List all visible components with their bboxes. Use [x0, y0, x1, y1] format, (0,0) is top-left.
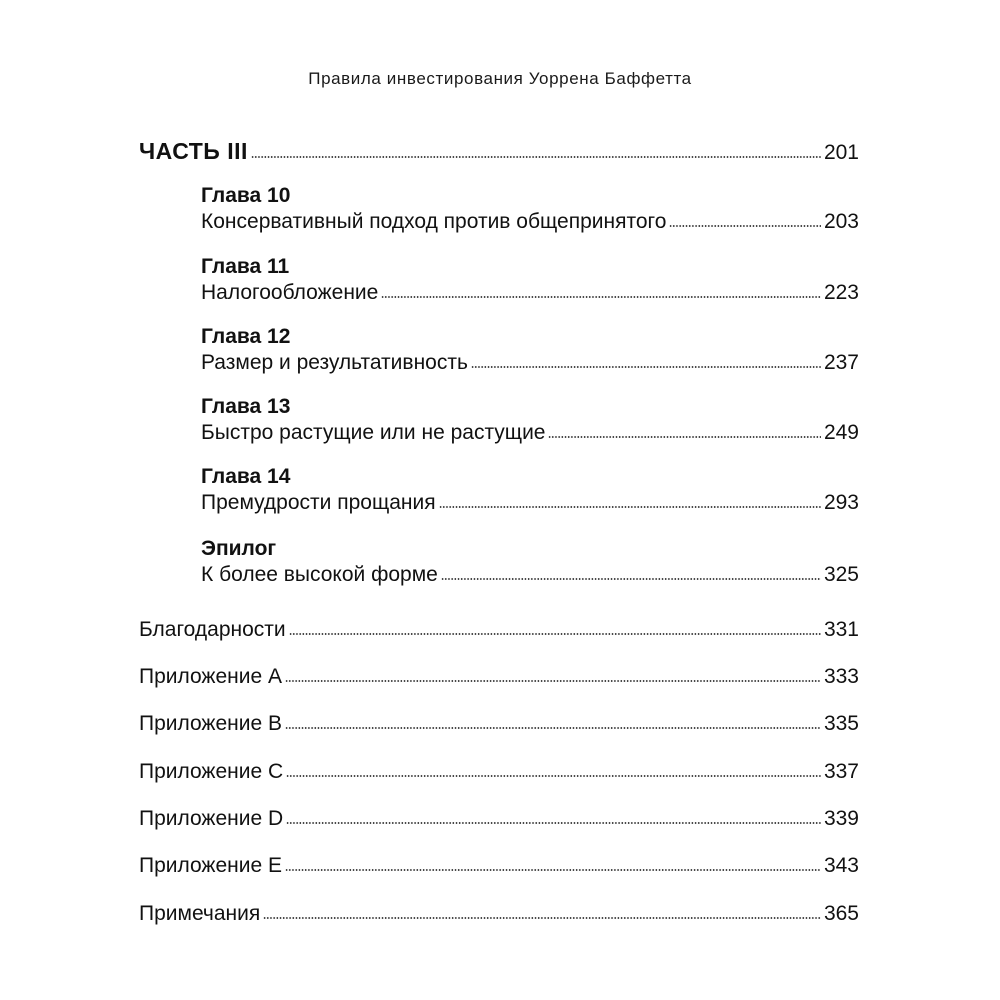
page-number: 237	[823, 351, 859, 374]
entry-title: Приложение Е	[139, 854, 283, 877]
page-number: 335	[823, 712, 859, 735]
dot-leader	[286, 822, 821, 824]
page-number: 339	[823, 807, 859, 830]
toc-chapter-entry[interactable]	[201, 490, 859, 516]
toc-back-matter-entry[interactable]	[139, 711, 859, 737]
chapter-title: Премудрости прощания	[201, 491, 436, 514]
toc-chapter-entry[interactable]	[201, 420, 859, 446]
toc-back-matter-entry[interactable]	[139, 617, 859, 643]
running-head: Правила инвестирования Уоррена Баффетта	[308, 69, 692, 88]
toc-part-entry[interactable]	[139, 138, 859, 166]
chapter-title: Консервативный подход против общепринятого	[201, 210, 667, 233]
entry-title: Примечания	[139, 902, 261, 925]
toc-chapter-entry[interactable]	[201, 280, 859, 306]
dot-leader	[669, 225, 821, 227]
page-number: 223	[823, 281, 859, 304]
toc-chapter-entry[interactable]	[201, 209, 859, 235]
page-number: 333	[823, 665, 859, 688]
toc-chapter-entry[interactable]	[201, 350, 859, 376]
toc-back-matter-entry[interactable]	[139, 806, 859, 832]
chapter-title: К более высокой форме	[201, 563, 438, 586]
toc-back-matter-entry[interactable]	[139, 759, 859, 785]
chapter-title: Налогообложение	[201, 281, 379, 304]
chapter-label: Глава 14	[201, 465, 291, 488]
dot-leader	[548, 436, 820, 438]
chapter-label: Глава 11	[201, 255, 290, 278]
dot-leader	[285, 680, 821, 682]
entry-title: Благодарности	[139, 618, 286, 641]
page-number: 343	[823, 854, 859, 877]
dot-leader	[439, 506, 821, 508]
page-number: 201	[823, 141, 859, 164]
dot-leader	[381, 296, 821, 298]
page-number: 249	[823, 421, 859, 444]
dot-leader	[285, 869, 821, 871]
toc-back-matter-entry[interactable]	[139, 664, 859, 690]
dot-leader	[471, 366, 821, 368]
part-title: ЧАСТЬ III	[139, 138, 248, 164]
dot-leader	[251, 156, 821, 158]
chapter-label: Глава 13	[201, 395, 291, 418]
toc-back-matter-entry[interactable]	[139, 901, 859, 927]
chapter-title: Размер и результативность	[201, 351, 468, 374]
dot-leader	[289, 633, 821, 635]
chapter-label: Глава 10	[201, 184, 291, 207]
entry-title: Приложение C	[139, 760, 284, 783]
dot-leader	[263, 917, 821, 919]
toc-chapter-entry[interactable]	[201, 562, 859, 588]
chapter-title: Быстро растущие или не растущие	[201, 421, 546, 444]
toc-back-matter-entry[interactable]	[139, 853, 859, 879]
dot-leader	[441, 578, 821, 580]
page-number: 203	[823, 210, 859, 233]
chapter-label: Эпилог	[201, 537, 277, 560]
page-number: 325	[823, 563, 859, 586]
chapter-label: Глава 12	[201, 325, 291, 348]
page-number: 365	[823, 902, 859, 925]
entry-title: Приложение D	[139, 807, 284, 830]
dot-leader	[286, 775, 821, 777]
page-number: 293	[823, 491, 859, 514]
entry-title: Приложение B	[139, 712, 283, 735]
dot-leader	[285, 727, 821, 729]
page-number: 331	[823, 618, 859, 641]
page-number: 337	[823, 760, 859, 783]
entry-title: Приложение А	[139, 665, 283, 688]
